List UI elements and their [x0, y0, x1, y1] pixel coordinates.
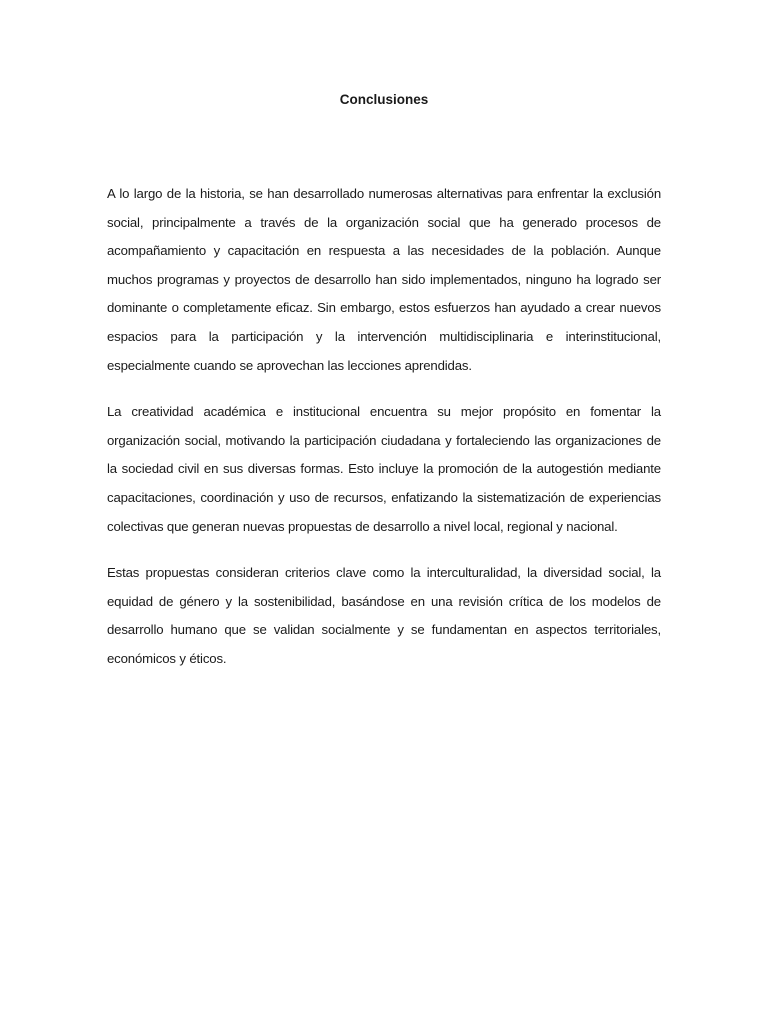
paragraph-2: La creatividad académica e institucional encuentra su mejor propósito en fomentar la organización social, motivando la participación ciudadana y fortaleciendo las organizaciones de la sociedad civil en sus diversas formas. Esto incluye la promoción de la autogestión mediante capacitaciones, coordinación y uso de recursos, enfatizando la sistematización de experiencias colectivas que generan nuevas propuestas de desarrollo a nivel local, regional y nacional.: [107, 404, 661, 534]
document-title: Conclusiones: [339, 92, 429, 107]
document-body: [107, 180, 661, 692]
paragraph-3: Estas propuestas consideran criterios clave como la interculturalidad, la diversidad social, la equidad de género y la sostenibilidad, basándose en una revisión crítica de los modelos de desarrollo humano que se validan socialmente y se fundamentan en aspectos territoriales, económicos y éticos.: [107, 565, 661, 666]
paragraph-1: A lo largo de la historia, se han desarrollado numerosas alternativas para enfrentar la exclusión social, principalmente a través de la organización social que ha generado procesos de acompañamiento y capacitación en respuesta a las necesidades de la población. Aunque muchos programas y proyectos de desarrollo han sido implementados, ninguno ha logrado ser dominante o completamente eficaz. Sin embargo, estos esfuerzos han ayudado a crear nuevos espacios para la participación y la intervención multidisciplinaria e interinstitucional, especialmente cuando se aprovechan las lecciones aprendidas.: [107, 186, 661, 373]
